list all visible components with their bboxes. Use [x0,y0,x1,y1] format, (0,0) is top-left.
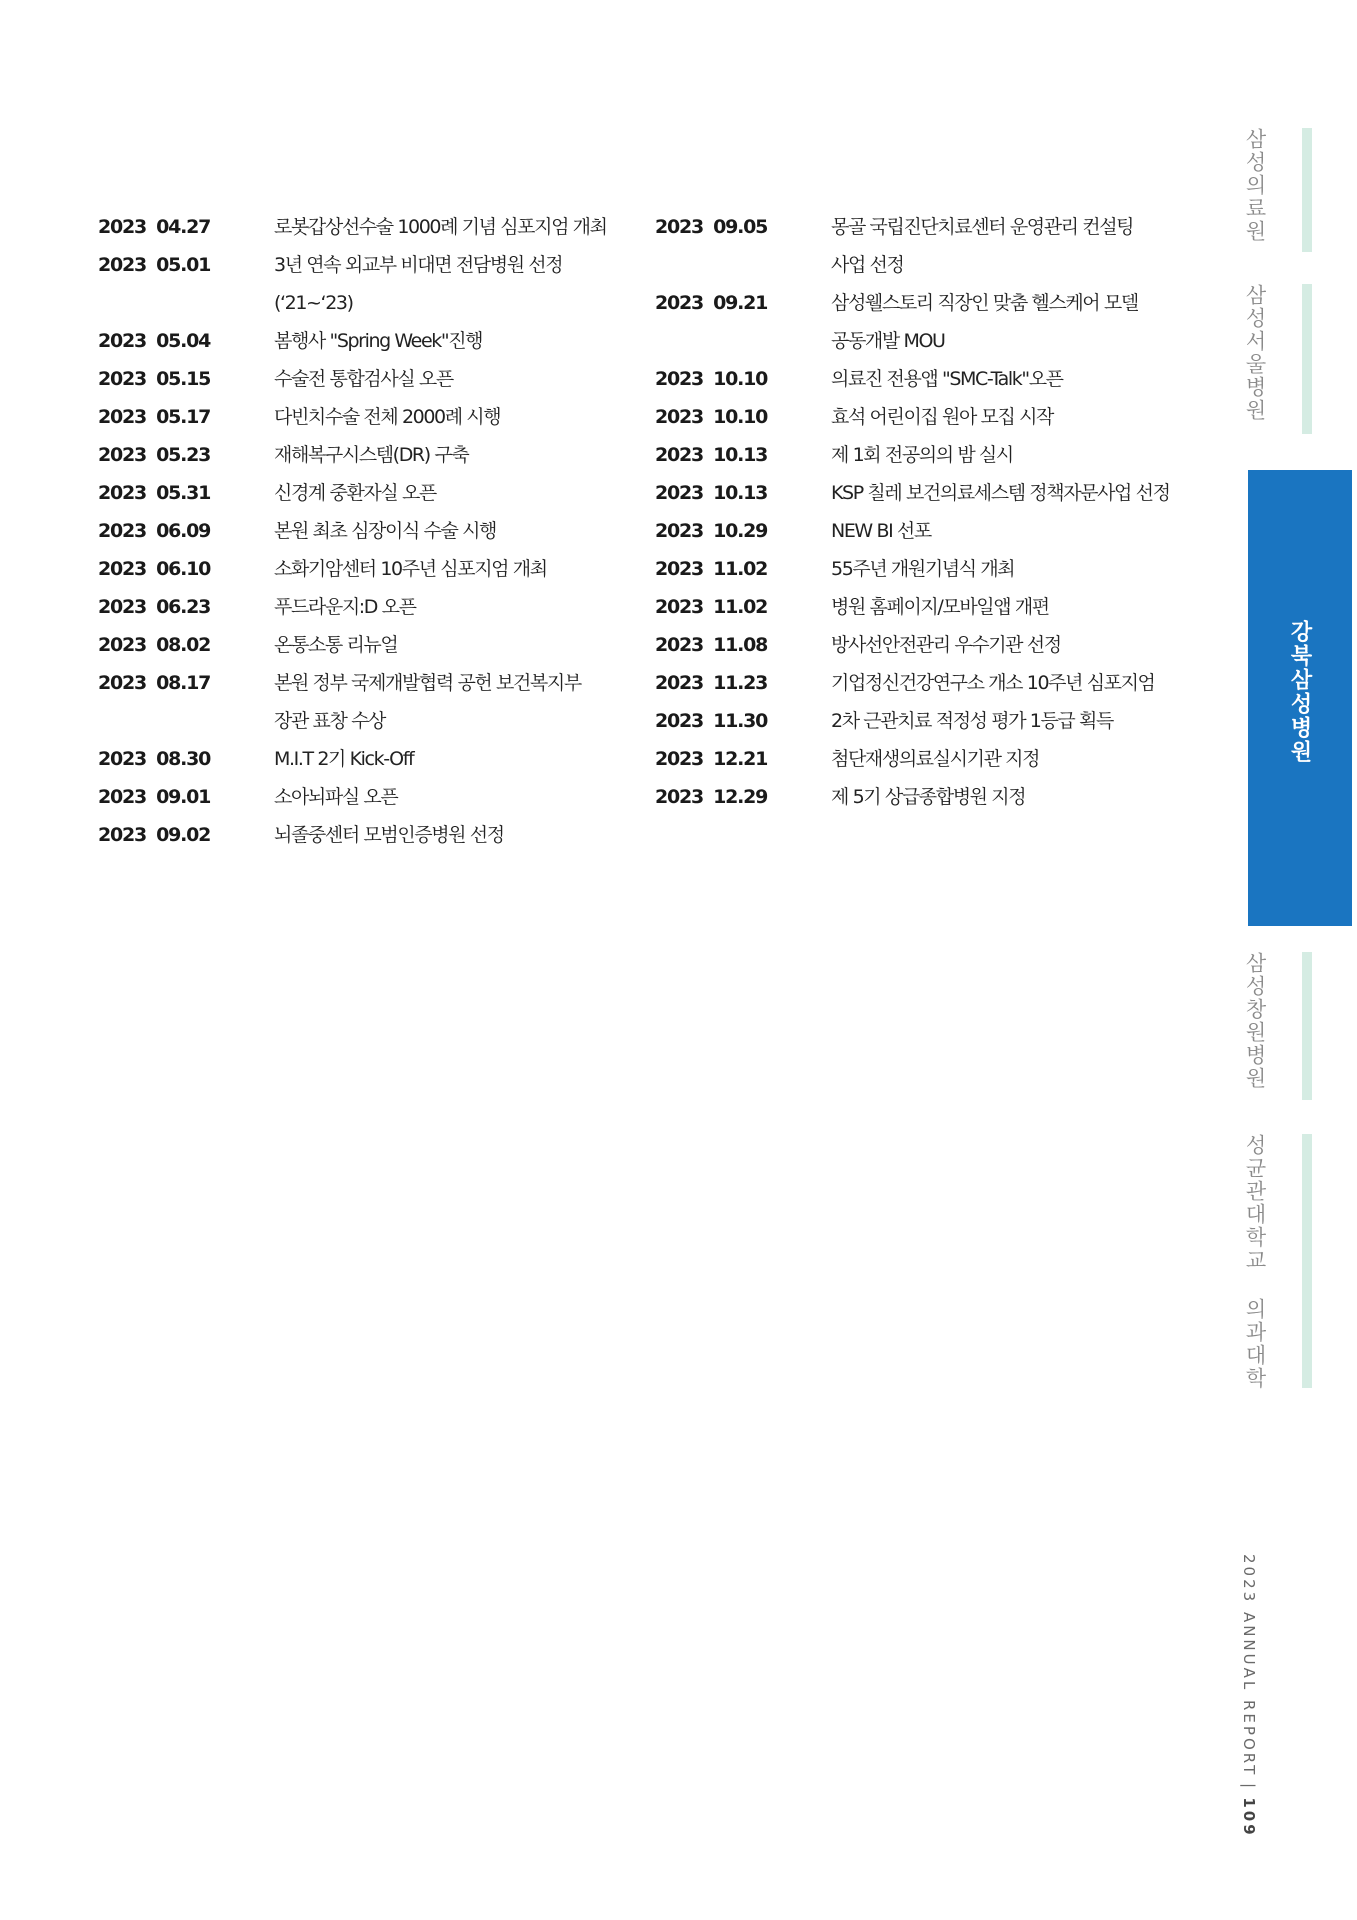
entry-description [274,632,634,658]
entry-year: 2023 [98,672,147,694]
entry-month-day: 08.02 [156,634,211,656]
entry-year: 2023 [98,558,147,580]
entry-year: 2023 [655,368,704,390]
entry-month-day: 09.21 [713,292,768,314]
tab-label: 삼성서울병원 [1243,284,1267,422]
entry-month-day: 08.17 [156,672,211,694]
timeline-entry [655,784,1195,810]
entry-year: 2023 [655,558,704,580]
tab-indicator-bar [1302,284,1312,434]
timeline-entry [655,214,1195,278]
entry-description-line: NEW BI 선포 [831,520,931,542]
entry-description [831,442,1191,468]
entry-month-day: 04.27 [156,216,211,238]
entry-description [831,214,1191,278]
entry-year: 2023 [98,406,147,428]
entry-month-day: 05.15 [156,368,211,390]
timeline-entry [98,442,638,468]
entry-month-day: 06.09 [156,520,211,542]
entry-description-line: 신경계 중환자실 오픈 [274,482,436,504]
tab-samsung-changwon-hospital[interactable] [1240,952,1270,1090]
entry-description [274,518,634,544]
tab-indicator-bar [1302,1134,1312,1388]
timeline-entry [98,480,638,506]
timeline-entry [98,670,638,734]
entry-description [274,480,634,506]
entry-year: 2023 [98,786,147,808]
entry-description-line: KSP 칠레 보건의료세스템 정책자문사업 선정 [831,482,1170,504]
entry-description-line: 기업정신건강연구소 개소 10주년 심포지엄 [831,672,1155,694]
entry-date [655,556,831,582]
entry-description-line: 로봇갑상선수술 1000례 기념 심포지엄 개최 [274,216,607,238]
timeline-entry [98,556,638,582]
entry-description-line: 본원 최초 심장이식 수술 시행 [274,520,497,542]
entry-year: 2023 [655,444,704,466]
entry-description-line: 다빈치수술 전체 2000례 시행 [274,406,501,428]
entry-description [274,442,634,468]
entry-description [274,366,634,392]
entry-date [98,784,274,810]
entry-month-day: 12.21 [713,748,768,770]
entry-date [655,746,831,772]
timeline-entry [98,328,638,354]
entry-date [655,518,831,544]
entry-date [655,708,831,734]
entry-year: 2023 [655,482,704,504]
entry-description-line: 첨단재생의료실시기관 지정 [831,748,1040,770]
entry-month-day: 09.01 [156,786,211,808]
entry-description [831,404,1191,430]
entry-description-line: 병원 홈페이지/모바일앱 개편 [831,596,1049,618]
timeline-right-column [655,214,1195,822]
entry-month-day: 10.13 [713,482,768,504]
entry-description [274,822,634,848]
entry-month-day: 09.05 [713,216,768,238]
entry-year: 2023 [655,406,704,428]
page-footer [1240,1554,1258,1838]
entry-description [831,594,1191,620]
entry-date [98,556,274,582]
entry-description-line: 소화기암센터 10주년 심포지엄 개최 [274,558,547,580]
entry-date [655,594,831,620]
entry-date [655,366,831,392]
timeline-entry [655,290,1195,354]
entry-month-day: 10.29 [713,520,768,542]
entry-description-line: 본원 정부 국제개발협력 공헌 보건복지부 [274,672,581,694]
tab-skku-medical-school[interactable] [1240,1134,1270,1390]
tab-indicator-bar [1302,952,1312,1100]
entry-date [655,784,831,810]
entry-description [831,518,1191,544]
entry-month-day: 10.10 [713,406,768,428]
tab-samsung-medical-center[interactable] [1240,128,1270,243]
entry-description [831,632,1191,658]
entry-year: 2023 [98,520,147,542]
timeline-entry [655,518,1195,544]
entry-description [831,556,1191,582]
entry-year: 2023 [655,216,704,238]
tab-kangbuk-samsung-hospital[interactable] [1248,470,1352,926]
entry-year: 2023 [98,330,147,352]
timeline-entry [655,480,1195,506]
entry-description [831,290,1191,354]
report-label: 2023 ANNUAL REPORT [1240,1554,1258,1778]
entry-description [274,214,634,240]
entry-month-day: 05.17 [156,406,211,428]
entry-month-day: 05.04 [156,330,211,352]
entry-year: 2023 [98,444,147,466]
entry-description-line: 사업 선정 [831,254,904,276]
entry-date [655,670,831,696]
entry-year: 2023 [655,292,704,314]
entry-month-day: 10.13 [713,444,768,466]
timeline-entry [655,404,1195,430]
entry-description-line: 방사선안전관리 우수기관 선정 [831,634,1061,656]
entry-description-line: 몽골 국립진단치료센터 운영관리 컨설팅 [831,216,1134,238]
entry-description-line: 소아뇌파실 오픈 [274,786,398,808]
footer-separator: | [1240,1783,1258,1792]
entry-description-line: 2차 근관치료 적정성 평가 1등급 획득 [831,710,1113,732]
entry-description-line: M.I.T 2기 Kick-Off [274,748,414,770]
entry-year: 2023 [655,672,704,694]
timeline-entry [655,594,1195,620]
timeline-entry [98,252,638,316]
entry-year: 2023 [98,368,147,390]
entry-date [98,442,274,468]
entry-description-line: 재해복구시스템(DR) 구축 [274,444,469,466]
entry-year: 2023 [655,710,704,732]
entry-month-day: 05.01 [156,254,211,276]
entry-year: 2023 [655,748,704,770]
entry-description-line: (‘21~‘23) [274,292,353,314]
timeline-entry [98,366,638,392]
timeline-entry [655,442,1195,468]
entry-description [274,556,634,582]
entry-description [274,404,634,430]
entry-description-line: 제 1회 전공의의 밤 실시 [831,444,1013,466]
tab-label: 강북삼성병원 [1287,620,1312,764]
entry-month-day: 05.31 [156,482,211,504]
entry-month-day: 06.23 [156,596,211,618]
entry-description [274,252,634,316]
tab-label: 성균관대학교 의과대학 [1243,1134,1267,1390]
entry-date [655,480,831,506]
entry-year: 2023 [98,254,147,276]
entry-description-line: 공동개발 MOU [831,330,945,352]
entry-description-line: 효석 어린이집 원아 모집 시작 [831,406,1054,428]
tab-samsung-seoul-hospital[interactable] [1240,284,1270,422]
timeline-left-column [98,214,638,860]
entry-date [98,670,274,696]
entry-description [831,480,1191,506]
tab-label: 삼성의료원 [1243,128,1267,243]
entry-date [655,404,831,430]
entry-month-day: 06.10 [156,558,211,580]
entry-description-line: 제 5기 상급종합병원 지정 [831,786,1026,808]
entry-month-day: 11.02 [713,558,768,580]
entry-month-day: 05.23 [156,444,211,466]
entry-year: 2023 [98,748,147,770]
entry-month-day: 11.30 [713,710,768,732]
entry-description [831,670,1191,696]
entry-date [655,442,831,468]
timeline-entry [98,214,638,240]
entry-description-line: 뇌졸중센터 모범인증병원 선정 [274,824,504,846]
entry-date [655,290,831,316]
timeline-entry [98,404,638,430]
entry-date [98,594,274,620]
entry-description [831,708,1191,734]
timeline-entry [98,594,638,620]
entry-description-line: 삼성웰스토리 직장인 맞춤 헬스케어 모델 [831,292,1138,314]
timeline-entry [655,670,1195,696]
entry-year: 2023 [98,634,147,656]
timeline-entry [98,632,638,658]
timeline-entry [98,518,638,544]
page-number: 109 [1240,1797,1258,1838]
entry-description [274,746,634,772]
entry-year: 2023 [655,786,704,808]
entry-description [274,670,634,734]
entry-year: 2023 [655,520,704,542]
entry-date [98,518,274,544]
entry-year: 2023 [655,596,704,618]
entry-date [98,480,274,506]
entry-description-line: 봄행사 "Spring Week"진행 [274,330,483,352]
entry-date [655,214,831,240]
entry-description-line: 의료진 전용앱 "SMC-Talk"오픈 [831,368,1063,390]
entry-month-day: 08.30 [156,748,211,770]
entry-date [98,746,274,772]
entry-year: 2023 [98,216,147,238]
entry-date [98,328,274,354]
entry-date [98,822,274,848]
entry-description [831,784,1191,810]
entry-year: 2023 [655,634,704,656]
entry-description-line: 수술전 통합검사실 오픈 [274,368,453,390]
entry-date [98,404,274,430]
entry-description-line: 푸드라운지:D 오픈 [274,596,416,618]
entry-month-day: 10.10 [713,368,768,390]
entry-description-line: 장관 표창 수상 [274,710,386,732]
entry-month-day: 11.02 [713,596,768,618]
entry-description-line: 온통소통 리뉴얼 [274,634,398,656]
entry-month-day: 09.02 [156,824,211,846]
entry-month-day: 11.08 [713,634,768,656]
timeline-entry [655,746,1195,772]
timeline-entry [655,632,1195,658]
entry-date [655,632,831,658]
timeline-entry [98,784,638,810]
entry-month-day: 12.29 [713,786,768,808]
timeline-entry [655,556,1195,582]
entry-description [274,784,634,810]
timeline-entry [98,746,638,772]
entry-description [831,746,1191,772]
tab-label: 삼성창원병원 [1243,952,1267,1090]
timeline-entry [98,822,638,848]
entry-date [98,252,274,278]
entry-date [98,366,274,392]
entry-description-line: 55주년 개원기념식 개최 [831,558,1015,580]
tab-indicator-bar [1302,128,1312,252]
entry-description [274,328,634,354]
timeline-entry [655,708,1195,734]
entry-year: 2023 [98,596,147,618]
entry-year: 2023 [98,824,147,846]
entry-description [274,594,634,620]
entry-date [98,214,274,240]
entry-description-line: 3년 연속 외교부 비대면 전담병원 선정 [274,254,563,276]
entry-description [831,366,1191,392]
entry-year: 2023 [98,482,147,504]
entry-month-day: 11.23 [713,672,768,694]
timeline-entry [655,366,1195,392]
entry-date [98,632,274,658]
